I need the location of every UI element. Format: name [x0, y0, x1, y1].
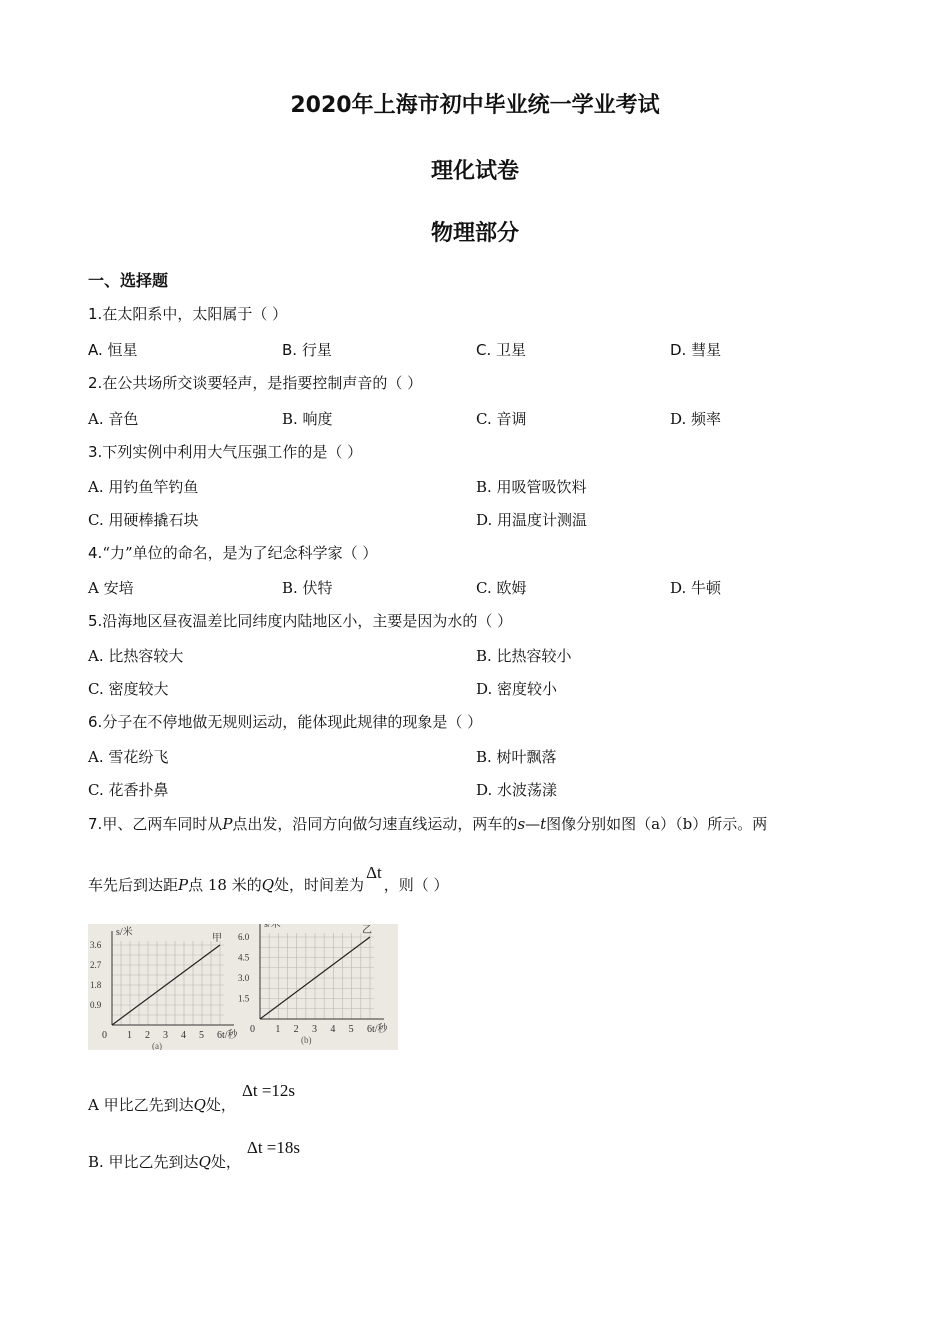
y-tick-label: 6.0 — [238, 932, 250, 942]
question-text: 分子在不停地做无规则运动，能体现此规律的现象是（ ） — [102, 713, 483, 731]
option-c: C. 音调 — [476, 410, 527, 428]
x-tick-label: 2 — [293, 1024, 299, 1035]
option-a: A. 音色 — [88, 410, 139, 428]
question-text-part: 车先后到达距 — [88, 876, 179, 894]
var-t: t — [540, 815, 547, 833]
question-1 — [88, 303, 287, 324]
y-tick-label: 2.7 — [90, 960, 102, 970]
chart-caption: (a) — [152, 1041, 162, 1050]
point-q: Q — [261, 876, 275, 894]
question-number: 1. — [88, 305, 103, 323]
question-number: 6. — [88, 713, 103, 731]
question-text: 下列实例中利用大气压强工作的是（ ） — [102, 443, 363, 461]
y-tick-label: 1.8 — [90, 980, 102, 990]
option-c: C. 卫星 — [476, 341, 527, 359]
y-axis-label: s/米 — [264, 924, 281, 930]
chart-caption: (b) — [301, 1035, 312, 1045]
x-tick-label: 0 — [250, 1024, 255, 1035]
option-a — [88, 1081, 296, 1115]
question-text-part: 处，时间差为 — [274, 876, 365, 894]
option-d: D. 牛顿 — [670, 579, 722, 597]
option-a: A. 比热容较大 — [88, 647, 184, 665]
option-math: Δt =18s — [246, 1138, 300, 1157]
option-a: A. 恒星 — [88, 341, 138, 359]
x-tick-label: 4 — [330, 1024, 336, 1035]
question-text-part: ，则（ ） — [383, 876, 449, 894]
option-text: B. 甲比乙先到达 — [88, 1153, 199, 1171]
question-text-part: 甲、乙两车同时从 — [102, 815, 223, 833]
question-7 — [88, 813, 767, 834]
x-tick-label: 6 — [217, 1030, 222, 1041]
question-number: 4. — [88, 544, 103, 562]
question-7-line2 — [88, 863, 449, 895]
option-d: D. 密度较小 — [476, 680, 558, 698]
st-graphs — [88, 924, 398, 1050]
option-text: A 甲比乙先到达 — [88, 1096, 194, 1114]
option-d: D. 频率 — [670, 410, 722, 428]
series-label: 乙 — [362, 925, 372, 936]
series-label: 甲 — [212, 933, 222, 944]
x-tick-label: 1 — [127, 1030, 132, 1041]
option-d: D. 用温度计测温 — [476, 511, 588, 529]
question-text-part: 图像分别如图（a）（b）所示。两 — [546, 815, 768, 833]
option-b: B. 行星 — [282, 341, 332, 359]
question-3 — [88, 441, 362, 462]
part-title: 物理部分 — [430, 221, 519, 246]
option-c: C. 密度较大 — [88, 680, 169, 698]
question-text: 沿海地区昼夜温差比同纬度内陆地区小，主要是因为水的（ ） — [102, 612, 513, 630]
option-text: 处， — [205, 1096, 236, 1114]
paper-subtitle: 理化试卷 — [430, 159, 519, 184]
option-b: B. 用吸管吸饮料 — [476, 478, 587, 496]
option-a: A 安培 — [88, 579, 134, 597]
x-tick-label: 0 — [102, 1030, 107, 1041]
option-c: C. 花香扑鼻 — [88, 781, 169, 799]
question-6 — [88, 711, 482, 732]
option-c: C. 欧姆 — [476, 579, 527, 597]
option-b — [88, 1138, 300, 1172]
option-d: D. 水波荡漾 — [476, 781, 558, 799]
option-c: C. 用硬棒撬石块 — [88, 511, 199, 529]
question-text-part: 点 18 米的 — [188, 876, 262, 894]
point-q: Q — [198, 1153, 211, 1171]
question-number: 3. — [88, 443, 103, 461]
question-5 — [88, 610, 512, 631]
x-tick-label: 1 — [275, 1024, 281, 1035]
option-b: B. 伏特 — [282, 579, 333, 597]
question-2 — [88, 372, 422, 393]
dash: — — [525, 815, 541, 833]
question-4 — [88, 542, 377, 563]
x-tick-label: 4 — [181, 1030, 186, 1041]
question-number: 5. — [88, 612, 103, 630]
x-axis-label: t/秒 — [372, 1024, 388, 1035]
option-b: B. 树叶飘落 — [476, 748, 557, 766]
question-number: 7. — [88, 815, 103, 833]
x-tick-label: 3 — [312, 1024, 317, 1035]
y-tick-label: 4.5 — [238, 952, 250, 963]
x-tick-label: 5 — [348, 1024, 354, 1035]
var-s: s — [517, 815, 526, 833]
x-tick-label: 3 — [163, 1030, 168, 1041]
question-number: 2. — [88, 374, 103, 392]
y-tick-label: 1.5 — [238, 993, 250, 1004]
question-text-part: 点出发，沿同方向做匀速直线运动，两车的 — [232, 815, 518, 833]
point-q: Q — [193, 1096, 206, 1114]
option-b: B. 比热容较小 — [476, 647, 572, 665]
chart-a — [90, 925, 239, 1050]
option-math: Δt =12s — [241, 1081, 296, 1100]
option-a: A. 雪花纷飞 — [88, 748, 169, 766]
option-b: B. 响度 — [282, 410, 333, 428]
y-tick-label: 0.9 — [90, 1000, 102, 1010]
x-tick-label: 6 — [367, 1024, 372, 1035]
exam-title: 2020年上海市初中毕业统一学业考试 — [290, 93, 660, 118]
chart-b — [238, 924, 389, 1045]
figure-photo — [88, 924, 398, 1050]
delta-t: Δt — [366, 863, 382, 882]
option-a: A. 用钓鱼竿钓鱼 — [88, 478, 199, 496]
question-text: “力”单位的命名，是为了纪念科学家（ ） — [102, 544, 378, 562]
x-tick-label: 5 — [199, 1030, 204, 1041]
y-tick-label: 3.6 — [90, 940, 102, 950]
question-text: 在太阳系中，太阳属于（ ） — [102, 305, 288, 323]
point-p: P — [178, 876, 189, 894]
option-text: 处， — [210, 1153, 241, 1171]
point-p: P — [222, 815, 233, 833]
x-tick-label: 2 — [145, 1030, 150, 1041]
x-axis-label: t/秒 — [222, 1030, 238, 1041]
section-heading: 一、选择题 — [88, 271, 169, 290]
y-tick-label: 3.0 — [238, 973, 250, 983]
question-text: 在公共场所交谈要轻声，是指要控制声音的（ ） — [102, 374, 423, 392]
y-axis-label: s/米 — [116, 927, 133, 938]
option-d: D. 彗星 — [670, 341, 722, 359]
